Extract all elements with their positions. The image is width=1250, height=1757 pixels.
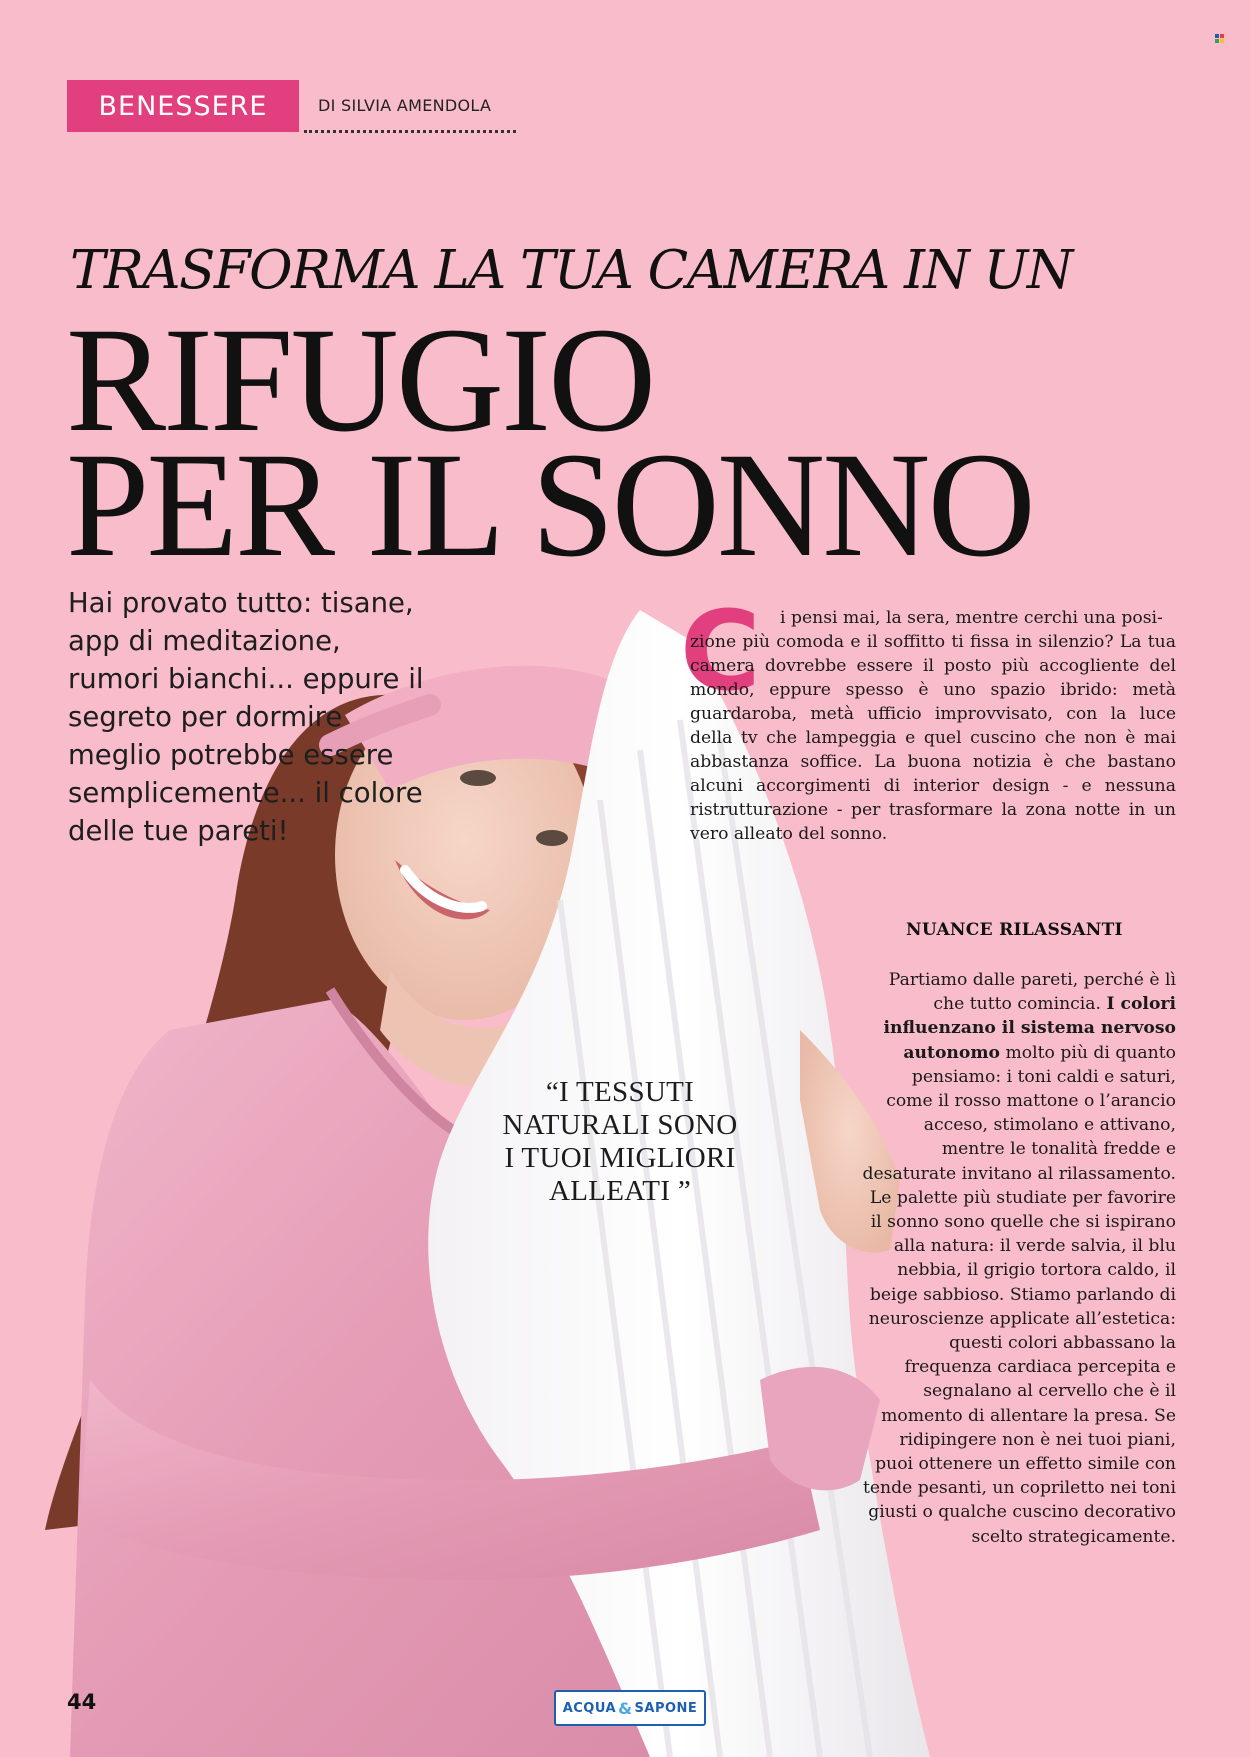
title-line-1: RIFUGIO — [66, 297, 654, 463]
logo-text-right: SAPONE — [634, 1700, 698, 1716]
section-text-rest: molto più di quanto pensiamo: i toni caldi e saturi, come il rosso mattone o l’arancio acceso, stimolano e attivano, mentre le tonalità fredde e desaturate invitano al rilassamento. Le palette più studiate per favorire il sonno sono quelle che si ispirano alla natura: il verde salvia, il blu nebbia, il grigio tortora caldo, il beige sabbioso. Stiamo parlando di neuroscienze applicate all’estetica: questi colori abbassano la frequenza cardiaca percepita e segnalano al cervello che è il momento di allentare la presa. Se ridipingere non è nei tuoi piani, puoi ottenere un effetto simile con tende pesanti, un copriletto nei toni giusti o qualche cuscino decorativo scelto strategicamente. — [862, 1042, 1176, 1547]
section-heading: NUANCE RILASSANTI — [906, 920, 1123, 940]
logo-text-left: ACQUA — [562, 1700, 617, 1716]
lead-first-line: i pensi mai, la sera, mentre cerchi una posi- — [780, 608, 1163, 628]
section-body — [862, 968, 1176, 1549]
pull-quote-line: NATURALI SONO — [502, 1109, 738, 1141]
corner-mark-icon — [1215, 34, 1224, 43]
drop-cap: C — [680, 587, 761, 715]
page-number: 44 — [67, 1690, 97, 1714]
intro-text: Hai provato tutto: tisane, app di meditazione, rumori bianchi... eppure il segreto per dormire meglio potrebbe essere semplicemente... il colore delle tue pareti! — [68, 587, 424, 847]
pull-quote-line: ALLEATI ” — [548, 1175, 691, 1207]
title-line-2: PER IL SONNO — [66, 422, 1033, 588]
pull-quote-line: I TUOI MIGLIORI — [504, 1142, 736, 1174]
section-tag: BENESSERE — [67, 80, 299, 132]
section-text-start: Partiamo dalle pareti, perché è lì che tutto comincia. — [888, 970, 1176, 1015]
byline-divider — [304, 128, 516, 133]
title-kicker: TRASFORMA LA TUA CAMERA IN UN — [70, 240, 1072, 301]
pull-quote-line: “I TESSUTI — [545, 1076, 695, 1108]
lead-text: zione più comoda e il soffitto ti fissa in silenzio? La tua camera dovrebbe essere il posto più accogliente del mondo, eppure spesso è uno spazio ibrido: metà guardaroba, metà ufficio improvvisato, con la luce della tv che lampeggia e quel cuscino che non è mai abbastanza soffice. La buona notizia è che bastano alcuni accorgimenti di interior design - e nessuna ristrutturazione - per trasformare la zona notte in un vero alleato del sonno. — [690, 632, 1176, 844]
byline: DI SILVIA AMENDOLA — [318, 96, 492, 115]
bubbles-icon: & — [618, 1698, 633, 1718]
acqua-sapone-logo — [554, 1690, 706, 1726]
pull-quote — [470, 1076, 770, 1208]
lead-paragraph — [690, 606, 1176, 846]
section-text-bold: I colori influenzano il sistema nervoso autonomo — [883, 994, 1176, 1063]
